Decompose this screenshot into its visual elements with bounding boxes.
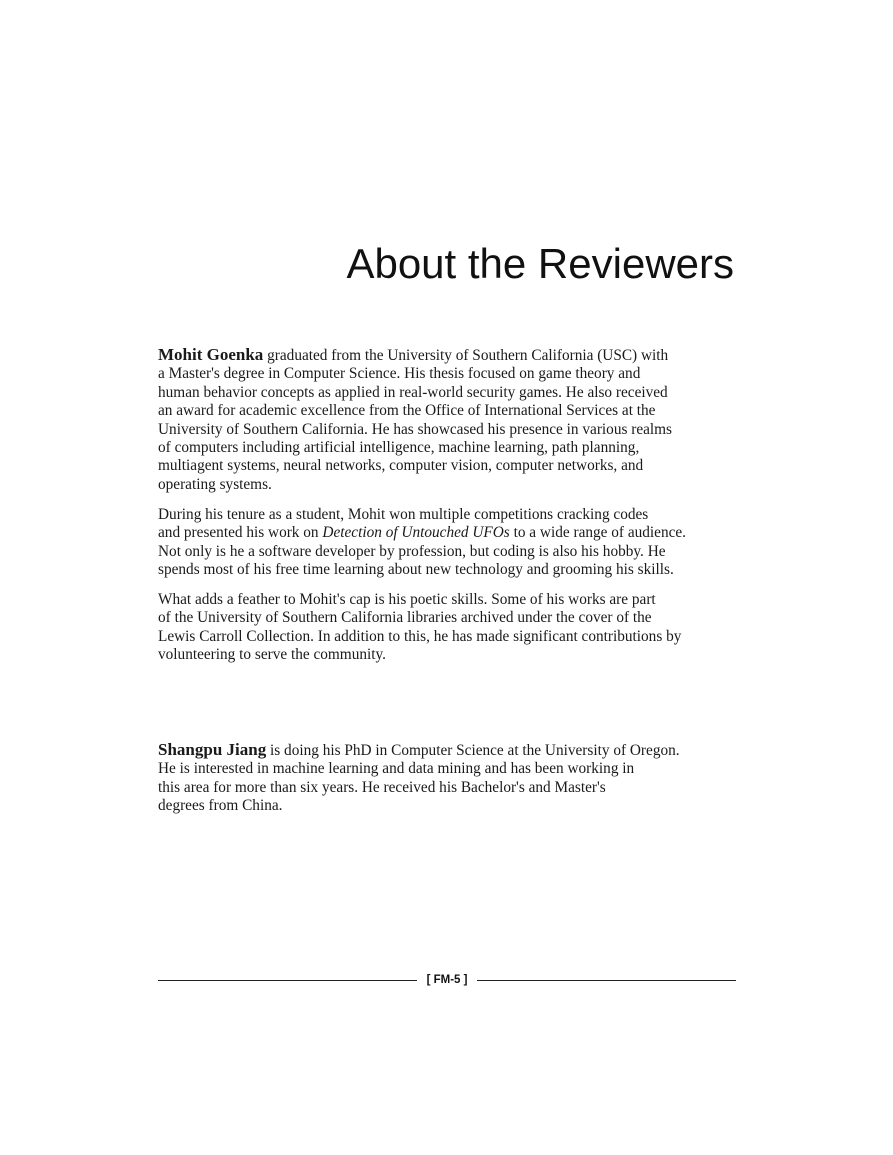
bio-paragraph bbox=[158, 346, 736, 494]
reviewer-bio-shangpu-jiang bbox=[158, 741, 736, 827]
bio-paragraph bbox=[158, 591, 736, 665]
bio-text: is doing his PhD in Computer Science at the University of Oregon. He is interested in machine learning and data mining and has been working in this area for more than six years. He received his Bachelor's and Master's degrees from China. bbox=[158, 742, 680, 815]
bio-text: During his tenure as a student, Mohit won multiple competitions cracking codes and presented his work on bbox=[158, 505, 649, 542]
bio-text: What adds a feather to Mohit's cap is his poetic skills. Some of his works are part of the University of Southern California libraries archived under the cover of the Lewis Carroll Collection. In addition to this, he has made significant contributions by volunteering to serve the community. bbox=[158, 590, 682, 664]
page-number: [ FM-5 ] bbox=[426, 974, 468, 986]
bio-text: to a wide range of audience. Not only is he a software developer by profession, but coding is also his hobby. He spends most of his free time learning about new technology and grooming his skills. bbox=[158, 524, 687, 578]
footer-rule-left bbox=[158, 980, 417, 981]
page-title: About the Reviewers bbox=[346, 240, 734, 287]
footer-rule-right bbox=[477, 980, 736, 981]
bio-paragraph bbox=[158, 741, 736, 816]
bio-paragraph bbox=[158, 506, 736, 580]
page-footer bbox=[158, 970, 736, 990]
book-title-italic: Detection of Untouched UFOs bbox=[322, 524, 510, 542]
reviewer-name: Shangpu Jiang bbox=[158, 740, 267, 759]
reviewer-bio-mohit-goenka bbox=[158, 346, 736, 676]
reviewer-name: Mohit Goenka bbox=[158, 345, 264, 364]
bio-text: graduated from the University of Southern California (USC) with a Master's degree in Computer Science. His thesis focused on game theory and human behavior concepts as applied in real-world security games. He also received an award for academic excellence from the Office of International Services at the University of Southern California. He has showcased his presence in various realms of computers including artificial intelligence, machine learning, path planning, multiagent systems, neural networks, computer vision, computer networks, and operating systems. bbox=[158, 347, 673, 493]
